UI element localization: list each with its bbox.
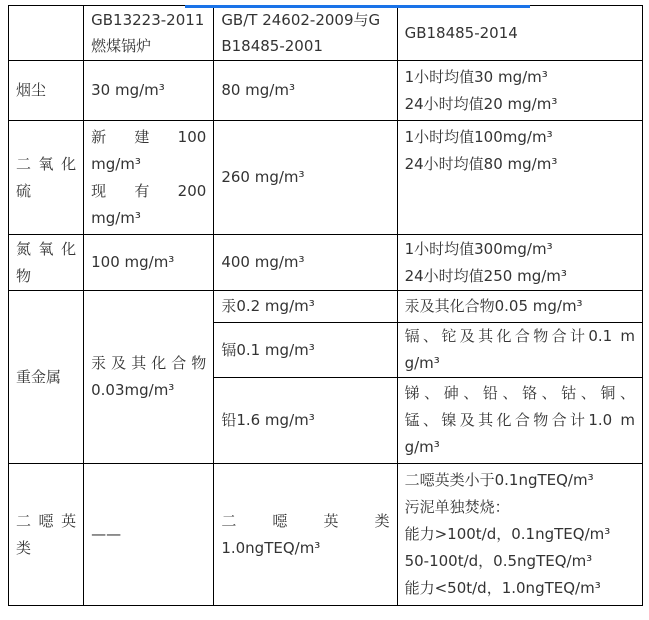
header-gb18485-line1: GB18485-2014 xyxy=(404,24,518,42)
lead-gb18485-line1: 锑、砷、铅、铬、钴、铜、 xyxy=(404,384,635,402)
dioxin-gb18485-line1: 二噁英类小于0.1ngTEQ/m³ xyxy=(404,471,594,489)
cell-cadmium-gbt24602: 镉0.1 mg/m³ xyxy=(214,323,397,378)
header-gbt24602-line1: GB/T 24602-2009与G xyxy=(221,11,381,29)
cadmium-gb18485-line1: 镉、铊及其化合物合计0.1 m xyxy=(404,327,635,345)
heavy-metals-gb13223-line1: 汞 及 其 化 合 物 xyxy=(91,354,207,372)
so2-gb18485-line1: 1小时均值100mg/m³ xyxy=(404,128,553,146)
cell-so2-gb18485 xyxy=(397,121,642,235)
so2-gb18485-line2: 24小时均值80 mg/m³ xyxy=(404,155,558,173)
cell-so2-gbt24602: 260 mg/m³ xyxy=(214,121,397,235)
nox-label-line1: 氮 氧 化 xyxy=(16,239,77,258)
lead-gb18485-line3: g/m³ xyxy=(404,438,440,456)
nox-gb18485-line1: 1小时均值300mg/m³ xyxy=(404,239,553,258)
dioxin-gb18485-line5: 能力<50t/d，1.0ngTEQ/m³ xyxy=(404,579,601,597)
cell-mercury-gb18485: 汞及其化合物0.05 mg/m³ xyxy=(397,291,642,323)
row-nitrogen-oxides xyxy=(9,235,643,291)
emission-standards-table xyxy=(8,5,643,606)
cell-lead-gb18485 xyxy=(397,378,642,464)
cell-so2-label xyxy=(9,121,84,235)
cell-mercury-gbt24602: 汞0.2 mg/m³ xyxy=(214,291,397,323)
dioxin-gbt24602-line2: 1.0ngTEQ/m³ xyxy=(221,538,321,557)
cell-nox-gbt24602: 400 mg/m³ xyxy=(214,235,397,291)
row-heavy-metals-mercury xyxy=(9,291,643,323)
lead-gb18485-line2: 锰、镍及其化合物合计1.0 m xyxy=(404,411,635,429)
so2-gb13223-line4: mg/m³ xyxy=(91,208,141,227)
header-empty-cell xyxy=(9,6,84,61)
nox-gb18485-line2: 24小时均值250 mg/m³ xyxy=(404,266,567,285)
cell-cadmium-gb18485 xyxy=(397,323,642,378)
so2-gb13223-line3: 现 有 200 xyxy=(91,181,207,200)
heavy-metals-gb13223-line2: 0.03mg/m³ xyxy=(91,381,175,399)
dioxin-gb18485-line3: 能力>100t/d，0.1ngTEQ/m³ xyxy=(404,525,611,543)
so2-label-line1: 二 氧 化 xyxy=(16,154,77,173)
cadmium-gb18485-line2: g/m³ xyxy=(404,354,440,372)
truncated-hyperlink-underline[interactable] xyxy=(185,5,530,8)
dioxin-label-line2: 类 xyxy=(16,538,32,557)
cell-heavy-metals-gb13223 xyxy=(84,291,214,464)
cell-nox-label xyxy=(9,235,84,291)
nox-label-line2: 物 xyxy=(16,266,32,285)
smoke-gb18485-line2: 24小时均值20 mg/m³ xyxy=(404,94,558,113)
cell-smoke-label: 烟尘 xyxy=(9,61,84,121)
cell-smoke-gb18485 xyxy=(397,61,642,121)
cell-dioxin-gb18485 xyxy=(397,464,642,606)
table-header-row xyxy=(9,6,643,61)
smoke-gb18485-line1: 1小时均值30 mg/m³ xyxy=(404,67,548,86)
header-gb13223-line2: 燃煤锅炉 xyxy=(91,37,152,55)
header-gbt24602-line2: B18485-2001 xyxy=(221,37,323,55)
dioxin-gb18485-line2: 污泥单独焚烧： xyxy=(404,498,510,516)
cell-heavy-metals-label: 重金属 xyxy=(9,291,84,464)
cell-lead-gbt24602: 铅1.6 mg/m³ xyxy=(214,378,397,464)
row-dioxins xyxy=(9,464,643,606)
cell-nox-gb13223: 100 mg/m³ xyxy=(84,235,214,291)
so2-label-line2: 硫 xyxy=(16,181,32,200)
cell-dioxin-gb13223: —— xyxy=(84,464,214,606)
cell-so2-gb13223 xyxy=(84,121,214,235)
dioxin-gb18485-line4: 50-100t/d，0.5ngTEQ/m³ xyxy=(404,552,593,570)
dioxin-gbt24602-line1: 二 噁 英 类 xyxy=(221,511,390,530)
row-sulfur-dioxide xyxy=(9,121,643,235)
cell-dioxin-gbt24602 xyxy=(214,464,397,606)
cell-dioxin-label xyxy=(9,464,84,606)
header-gb13223-line1: GB13223-2011 xyxy=(91,11,205,29)
dioxin-label-line1: 二 噁 英 xyxy=(16,511,77,530)
cell-nox-gb18485 xyxy=(397,235,642,291)
so2-gb13223-line2: mg/m³ xyxy=(91,154,141,173)
so2-gb13223-line1: 新 建 100 xyxy=(91,127,207,146)
cell-smoke-gbt24602: 80 mg/m³ xyxy=(214,61,397,121)
header-gb18485-2014 xyxy=(397,6,642,61)
row-smoke-dust xyxy=(9,61,643,121)
cell-smoke-gb13223: 30 mg/m³ xyxy=(84,61,214,121)
header-gb13223 xyxy=(84,6,214,61)
header-gbt24602 xyxy=(214,6,397,61)
